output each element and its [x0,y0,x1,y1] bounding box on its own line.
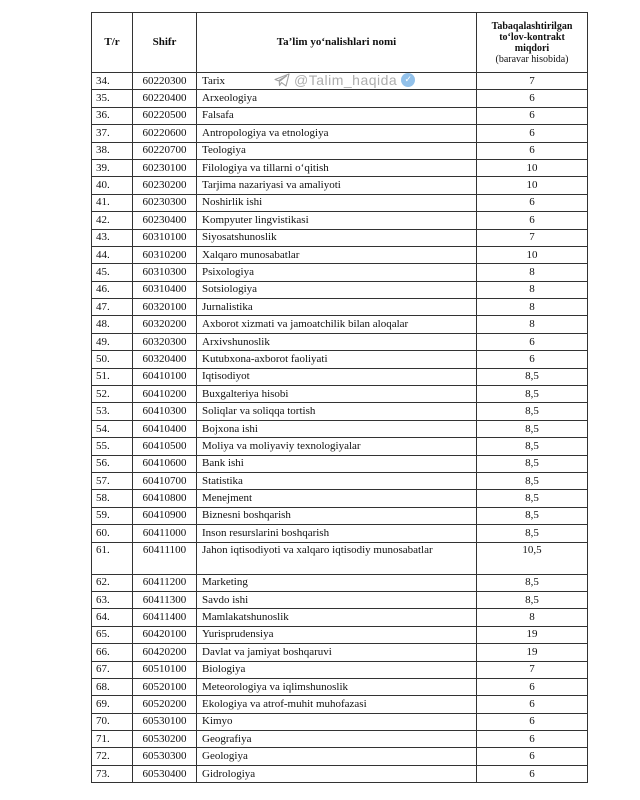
row-number: 53. [92,403,133,420]
row-number: 51. [92,368,133,385]
row-direction-name: Biologiya [197,661,477,678]
row-coefficient: 8,5 [477,525,588,542]
row-direction-name: Xalqaro munosabatlar [197,246,477,263]
table-row [92,177,588,194]
row-coefficient: 8,5 [477,472,588,489]
row-code: 60220600 [133,125,197,142]
row-code: 60530100 [133,713,197,730]
row-number: 65. [92,626,133,643]
row-coefficient: 6 [477,125,588,142]
row-direction-name: Menejment [197,490,477,507]
row-code: 60410700 [133,472,197,489]
row-direction-name: Statistika [197,472,477,489]
row-coefficient: 8 [477,299,588,316]
row-number: 39. [92,159,133,176]
row-direction-name: Geografiya [197,731,477,748]
row-code: 60411000 [133,525,197,542]
row-code: 60220400 [133,90,197,107]
row-code: 60410900 [133,507,197,524]
row-number: 66. [92,644,133,661]
row-coefficient: 8 [477,264,588,281]
row-number: 37. [92,125,133,142]
row-coefficient: 7 [477,229,588,246]
row-coefficient: 19 [477,644,588,661]
table-row [92,731,588,748]
table-row [92,229,588,246]
table-row [92,644,588,661]
table-row [92,299,588,316]
row-code: 60410300 [133,403,197,420]
row-number: 49. [92,333,133,350]
row-number: 72. [92,748,133,765]
table-row [92,420,588,437]
row-code: 60410800 [133,490,197,507]
row-code: 60410400 [133,420,197,437]
row-number: 68. [92,678,133,695]
row-coefficient: 8 [477,281,588,298]
row-number: 56. [92,455,133,472]
row-coefficient: 6 [477,90,588,107]
row-code: 60310400 [133,281,197,298]
row-number: 38. [92,142,133,159]
row-direction-name: Buxgalteriya hisobi [197,386,477,403]
row-code: 60310300 [133,264,197,281]
row-direction-name: Arxeologiya [197,90,477,107]
row-number: 58. [92,490,133,507]
table-row [92,455,588,472]
row-number: 64. [92,609,133,626]
table-row [92,386,588,403]
row-number: 70. [92,713,133,730]
table-row [92,142,588,159]
row-direction-name: Bojxona ishi [197,420,477,437]
row-coefficient: 6 [477,765,588,782]
row-number: 42. [92,212,133,229]
row-coefficient: 6 [477,731,588,748]
table-row [92,490,588,507]
table-row [92,368,588,385]
row-direction-name: Jurnalistika [197,299,477,316]
row-number: 60. [92,525,133,542]
row-direction-name: Filologiya va tillarni o‘qitish [197,159,477,176]
header-coefficient-title: Tabaqalashtirilgan to‘lov-kontrakt miqdori [491,20,573,54]
row-coefficient: 10,5 [477,542,588,574]
row-direction-name: Iqtisodiyot [197,368,477,385]
header-coefficient [477,13,588,73]
header-code: Shifr [133,13,197,73]
row-code: 60310200 [133,246,197,263]
row-number: 36. [92,107,133,124]
row-number: 63. [92,591,133,608]
row-coefficient: 6 [477,333,588,350]
row-coefficient: 8,5 [477,403,588,420]
row-number: 45. [92,264,133,281]
table-row [92,264,588,281]
table-row [92,246,588,263]
row-code: 60410600 [133,455,197,472]
row-direction-name: Savdo ishi [197,591,477,608]
header-coefficient-note: (baravar hisobida) [495,53,569,65]
table-row [92,194,588,211]
table-row [92,403,588,420]
row-number: 69. [92,696,133,713]
tuition-table [91,12,588,783]
row-code: 60420200 [133,644,197,661]
row-number: 35. [92,90,133,107]
row-code: 60230100 [133,159,197,176]
row-code: 60411400 [133,609,197,626]
row-coefficient: 8,5 [477,591,588,608]
row-number: 62. [92,574,133,591]
row-direction-name: Noshirlik ishi [197,194,477,211]
row-direction-name: Bank ishi [197,455,477,472]
row-coefficient: 10 [477,246,588,263]
row-number: 73. [92,765,133,782]
row-number: 43. [92,229,133,246]
row-code: 60220500 [133,107,197,124]
watermark-text: @Talim_haqida [294,72,398,88]
row-number: 48. [92,316,133,333]
row-coefficient: 6 [477,748,588,765]
row-coefficient: 7 [477,661,588,678]
row-direction-name: Arxivshunoslik [197,333,477,350]
row-direction-name: Kutubxona-axborot faoliyati [197,351,477,368]
row-coefficient: 6 [477,142,588,159]
row-number: 41. [92,194,133,211]
row-code: 60230200 [133,177,197,194]
row-coefficient: 8,5 [477,574,588,591]
row-coefficient: 6 [477,696,588,713]
row-direction-name: Meteorologiya va iqlimshunoslik [197,678,477,695]
row-number: 61. [92,542,133,574]
table-row [92,351,588,368]
table-row [92,333,588,350]
row-number: 54. [92,420,133,437]
row-direction-name: Biznesni boshqarish [197,507,477,524]
row-coefficient: 8,5 [477,386,588,403]
row-code: 60530200 [133,731,197,748]
row-direction-name: Marketing [197,574,477,591]
row-number: 59. [92,507,133,524]
row-direction-name: Ekologiya va atrof-muhit muhofazasi [197,696,477,713]
row-direction-name: Moliya va moliyaviy texnologiyalar [197,438,477,455]
row-number: 52. [92,386,133,403]
table-header-row [92,13,588,73]
row-direction-name: Sotsiologiya [197,281,477,298]
row-number: 50. [92,351,133,368]
table-row [92,696,588,713]
row-code: 60220700 [133,142,197,159]
row-code: 60230400 [133,212,197,229]
row-number: 40. [92,177,133,194]
row-code: 60320100 [133,299,197,316]
row-direction-name: Yurisprudensiya [197,626,477,643]
row-code: 60230300 [133,194,197,211]
table-row [92,107,588,124]
table-row [92,574,588,591]
row-code: 60520100 [133,678,197,695]
row-direction-name: Jahon iqtisodiyoti va xalqaro iqtisodiy munosabatlar [197,542,477,574]
table-row [92,678,588,695]
table-row [92,316,588,333]
row-direction-name: Kimyo [197,713,477,730]
row-direction-name: Kompyuter lingvistikasi [197,212,477,229]
row-coefficient: 8,5 [477,420,588,437]
table-row [92,626,588,643]
row-number: 34. [92,73,133,90]
table-row [92,281,588,298]
row-code: 60320400 [133,351,197,368]
row-code: 60520200 [133,696,197,713]
header-direction-name: Ta’lim yo‘nalishlari nomi [197,13,477,73]
row-code: 60530300 [133,748,197,765]
telegram-plane-icon [274,73,290,87]
table-row [92,609,588,626]
row-coefficient: 6 [477,194,588,211]
row-coefficient: 6 [477,678,588,695]
table-row [92,212,588,229]
row-direction-name: Geologiya [197,748,477,765]
row-coefficient: 6 [477,713,588,730]
row-coefficient: 6 [477,107,588,124]
row-coefficient: 10 [477,159,588,176]
row-coefficient: 8 [477,609,588,626]
table-row [92,159,588,176]
row-number: 44. [92,246,133,263]
row-direction-name: Tarix [197,73,477,90]
row-code: 60310100 [133,229,197,246]
row-code: 60420100 [133,626,197,643]
row-direction-name: Davlat va jamiyat boshqaruvi [197,644,477,661]
table-row [92,748,588,765]
row-coefficient: 8,5 [477,507,588,524]
row-code: 60411200 [133,574,197,591]
header-number: T/r [92,13,133,73]
watermark [274,70,415,90]
row-code: 60410200 [133,386,197,403]
row-coefficient: 8,5 [477,490,588,507]
row-direction-name: Axborot xizmati va jamoatchilik bilan aloqalar [197,316,477,333]
verified-check-icon: ✓ [401,73,415,87]
row-coefficient: 7 [477,73,588,90]
row-coefficient: 6 [477,351,588,368]
row-direction-name: Siyosatshunoslik [197,229,477,246]
table-body [92,73,588,783]
row-number: 55. [92,438,133,455]
table-row [92,125,588,142]
row-direction-name: Inson resurslarini boshqarish [197,525,477,542]
row-code: 60220300 [133,73,197,90]
row-number: 57. [92,472,133,489]
row-coefficient: 10 [477,177,588,194]
row-direction-name: Falsafa [197,107,477,124]
row-code: 60411100 [133,542,197,574]
row-number: 67. [92,661,133,678]
row-coefficient: 8 [477,316,588,333]
table-row [92,713,588,730]
row-coefficient: 19 [477,626,588,643]
table-row [92,525,588,542]
table-row [92,661,588,678]
table-row [92,438,588,455]
table-row [92,591,588,608]
row-number: 71. [92,731,133,748]
table-row [92,765,588,782]
row-code: 60320300 [133,333,197,350]
row-direction-name: Antropologiya va etnologiya [197,125,477,142]
table-row [92,507,588,524]
row-code: 60411300 [133,591,197,608]
table-row [92,542,588,574]
row-coefficient: 8,5 [477,368,588,385]
table-row [92,90,588,107]
table-row [92,472,588,489]
row-direction-name: Teologiya [197,142,477,159]
row-coefficient: 8,5 [477,438,588,455]
row-direction-name: Psixologiya [197,264,477,281]
row-code: 60410100 [133,368,197,385]
row-coefficient: 8,5 [477,455,588,472]
row-code: 60530400 [133,765,197,782]
row-coefficient: 6 [477,212,588,229]
row-number: 46. [92,281,133,298]
row-direction-name: Mamlakatshunoslik [197,609,477,626]
row-code: 60510100 [133,661,197,678]
row-code: 60410500 [133,438,197,455]
row-direction-name: Tarjima nazariyasi va amaliyoti [197,177,477,194]
row-direction-name: Soliqlar va soliqqa tortish [197,403,477,420]
row-number: 47. [92,299,133,316]
row-direction-name: Gidrologiya [197,765,477,782]
row-code: 60320200 [133,316,197,333]
